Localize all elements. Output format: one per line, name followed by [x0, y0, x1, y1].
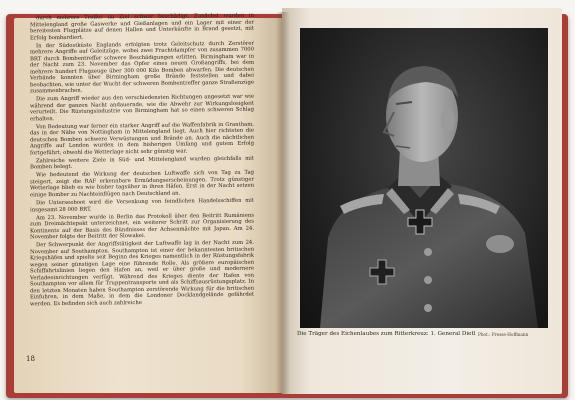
book-gutter — [276, 12, 290, 394]
paragraph: Die Unterseeboot wird die Versenkung von feindlichen Handelsschiffen mit insgesamt 28 000 BRT. — [30, 197, 254, 213]
paragraph: Am 23. November wurde in Berlin das Protokoll über den Beitritt Rumäniens zum Dreimächtepakt unterzeichnet, ein weiterer Schritt zur Organisierung des Kontinents auf der Basis des Bündnisses der Achsenmächte mit Japan. Am 24. November folgte der Beitritt der Slowakei. — [30, 212, 254, 241]
paragraph: Wie bedeutend die Wirkung der deutschen Luftwaffe sich von Tag zu Tag steigert, zeigt die RAF erkennbare Ermüdungserscheinungen. Trotz günstiger Wetterlage blieb es wie bisher tagsüber in ihren Häfen. Erst in der Nacht setzen einige Bomber zu Nachteinflügen nach Deutschland an. — [30, 170, 254, 199]
paragraph: Von Bedeutung war ferner ein starker Angriff auf die Waffenfabrik in Grantham, das in der Nähe von Nottingham in Mittelengland liegt. Auch hier richteten die deutschen Bomben schwere Verwüstungen und Brände an. Auch die nächtlichen Angriffe auf London wurden in dem bisherigen Umfang und gutem Erfolg fortgeführt, obwohl die Wetterlage nicht sehr günstig war. — [30, 121, 254, 157]
portrait-photo — [300, 28, 548, 328]
photo-credit: Phot.: Presse-Hoffmann — [478, 332, 529, 337]
photo-caption: Die Träger des Eichenlaubes zum Ritterkreuz: 1. General Dietl — [297, 331, 476, 337]
left-page-text — [30, 13, 254, 310]
paragraph: Der Schwerpunkt der Angriffstätigkeit der Luftwaffe lag in der Nacht zum 24. November auf Southampton. Southampton ist einer der bekanntesten britischen Kriegshäfen und spielte seit Beginn des Krieges namentlich in der Rüstungsfabrik wegen seiner günstigen Lage eine führende Rolle. Als größere europäischen Schiffahrtslinien liegen den Hafen an, weil er über große und modernere Verladeeinrichtungen verfügt. Während des Krieges diente der Hafen von Southampton vor allem für Truppentransporte und als Schiffsausrüstungsplatz. In den letzten Monaten haben Southampton zerstörende Wirkung für die britischen Einfuhren, in dem Maße, in dem die Londoner Docklandgelände gefährdet werden. Es befinden sich auch zahlreiche — [30, 239, 254, 308]
paragraph: Zahlreiche weitere Ziele in Süd- und Mittelengland wurden gleichfalls mit Bomben belegt. — [30, 155, 254, 171]
portrait-illustration — [300, 28, 548, 328]
paragraph: In der Südostküste Englands erfolgten trotz Geleitschutz durch Zerstörer mehrere Angriffe auf Geleitzüge, wobei zwei Frachtdampfer von zusammen 7000 BRT durch Bombentreffer schwere Beschädigungen erlitten. Birmingham war in der Nacht zum 23. November das Opfer eines neuen Großangriffs, bei dem mehrere hundert Flugzeuge über 300 000 Kilo Bomben abwarfen. Die deutschen Verbände konnten über Birmingham große Brände feststellen und dabei beobachten, wie unter der Wucht der schweren Bombentreffer ganze Straßenzüge zusammenbrachen. — [30, 40, 254, 95]
paragraph: Die zum Angriff wieder aus den verschiedensten Richtungen angesetzt war wie während der ganzen Nacht andauernde, wie die Abwehr zur Wirkungslosigkeit verurteilt. Die Rüstungsindustrie von Birmingham hat so einen schweren Schlag erhalten. — [30, 93, 254, 123]
page-number: 18 — [26, 355, 35, 363]
paragraph: durch mehrere Treffer im Ziel schwer beschädigt. Zunächst wurden in Mittelengland große Gaswerke und Gießanlagen und ein Lager mit einer der bereitesten Flugplätze auf denen Hallen und Unterkünfte in Brand gesetzt, mit Erfolg bombardiert. — [30, 12, 254, 41]
